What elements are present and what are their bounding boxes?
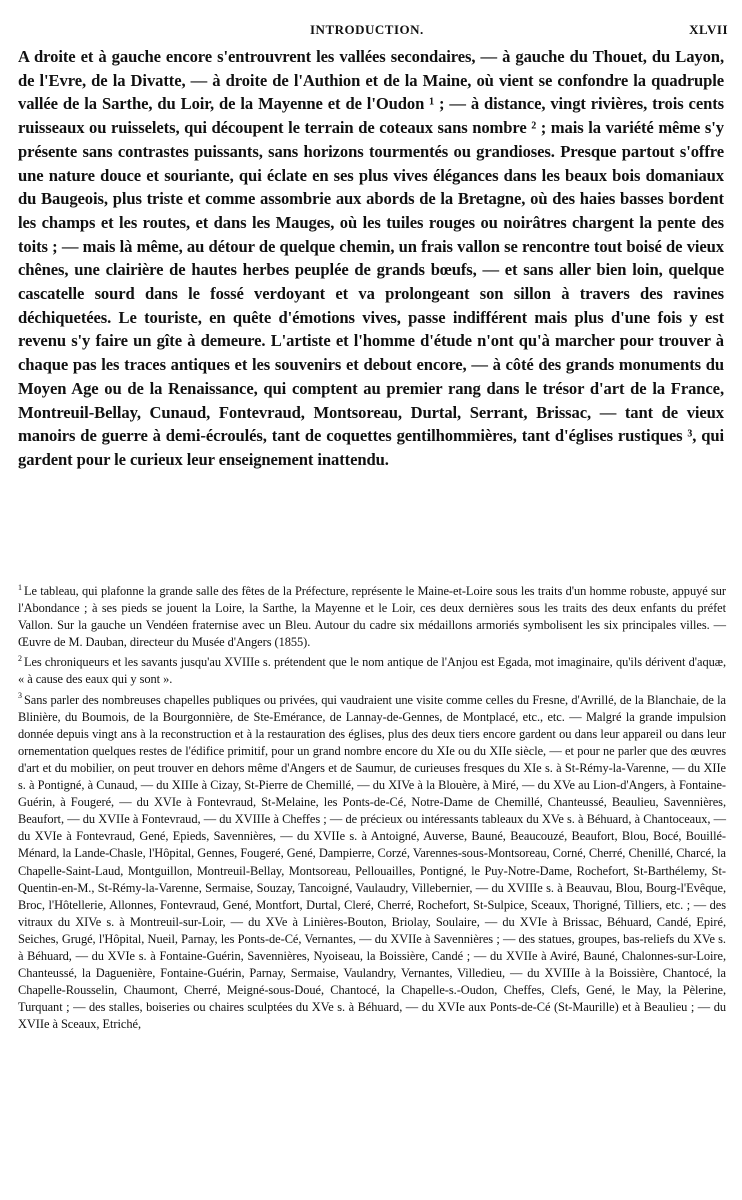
running-header bbox=[20, 22, 728, 38]
footnote-text: Sans parler des nombreuses chapelles publiques ou privées, qui vaudraient une visite comme celles du Fresne, d'Avrillé, de la Blanchaie, de la Blinière, du Boumois, de la Bourgonnière, de Ste-Emérance, de Lannay-de-Gennes, de Montplacé, etc., etc. — Malgré la grande impulsion donnée depuis vingt ans à la reconstruction et à la restauration des églises, plus des deux tiers encore gardent ou dans leur appareil ou dans leur ornementation quelques restes de l'édifice primitif, pour un grand nombre encore du XIe ou du XIIe siècle, — et pour ne parler que des œuvres d'art et du mobilier, on peut trouver en dehors même d'Angers et de Saumur, de curieuses fresques du XIe s. à St-Rémy-la-Varenne, — du XIIe s. à Pontigné, à Cunaud, — du XIIIe à Cizay, St-Pierre de Chemillé, — du XIVe à la Blouère, à Miré, — du XVe au Lion-d'Angers, à Fontaine-Guérin, à Fougeré, — du XVIe à Fontevraud, St-Melaine, les Ponts-de-Cé, Notre-Dame de Chemillé, Chanteussé, Beaulieu, Savennières, Beaufort, — du XVIIe à Fontevraud, — du XVIIIe à Cheffes ; — de précieux ou intéressants tableaux du XVe s. à Béhuard, à Chantoceaux, — du XVIe à Fontevraud, Gené, Epieds, Savennières, — du XVIIe s. à Antoigné, Auverse, Bauné, Beaucouzé, Beaufort, Blou, Bocé, Bouillé-Ménard, la Lande-Chasle, l'Hôpital, Gennes, Fougeré, Gené, Dampierre, Corzé, Varennes-sous-Montsoreau, Corné, Cherré, Chenillé, Charcé, la Chapelle-Saint-Laud, Montguillon, Montreuil-Bellay, Montsoreau, Pellouailles, Pontigné, le Puy-Notre-Dame, Rochefort, St-Barthélemy, St-Quentin-en-M., St-Rémy-la-Varenne, Sermaise, Souzay, Tancoigné, Vaulaudry, Villebernier, — du XVIIIe s. à Beauvau, Blou, Bourg-l'Evêque, Broc, l'Hôtellerie, Allonnes, Fontevraud, Gené, Montfort, Durtal, Cleré, Cherré, Rochefort, St-Sulpice, Sceaux, Thorigné, Tilliers, etc. ; — des vitraux du XIVe s. à Montreuil-sur-Loir, — du XVe à Linières-Bouton, Briolay, Soulaire, — du XVIe à Brissac, Béhuard, Candé, Epiré, Seiches, Grugé, l'Hôpital, Nueil, Parnay, les Ponts-de-Cé, Vernantes, — du XVIIe à Savennières ; — des statues, groupes, bas-reliefs du XVe s. à Béhuard, — du XVIe s. à Fontaine-Guérin, Savennières, Nyoiseau, la Boissière, Candé ; — du XVIIe à Aviré, Bauné, Chalonnes-sur-Loire, Chanteussé, la Daguenière, Fontaine-Guérin, Parnay, Sermaise, Vaulandry, Vernantes, Villedieu, — du XVIIIe à la Boissière, Chantocé, la Chapelle-Rousselin, Chaumont, Cherré, Meigné-sous-Doué, Chantocé, la Chapelle-s.-Oudon, Cheffes, Clefs, Gené, le May, la Pèlerine, Turquant ; — des stalles, boiseries ou chaires sculptées du XVe s. à Béhuard, — du XVIe aux Ponts-de-Cé (St-Maurille) et à Beaulieu ; — du XVIIe à Sceaux, Etriché, bbox=[18, 692, 726, 1032]
footnote-3 bbox=[18, 692, 726, 1034]
footnote-2 bbox=[18, 654, 726, 688]
footnote-text: Les chroniqueurs et les savants jusqu'au XVIIIe s. prétendent que le nom antique de l'Anjou est Egada, mot imaginaire, qu'ils dérivent d'aquæ, « à cause des eaux qui y sont ». bbox=[18, 655, 726, 687]
main-paragraph: A droite et à gauche encore s'entrouvrent les vallées secondaires, — à gauche du Thouet, du Layon, de l'Evre, de la Divatte, — à droite de l'Authion et de la Maine, où vient se confondre la quadruple vallée de la Sarthe, du Loir, de la Mayenne et de l'Oudon ¹ ; — à distance, vingt rivières, trois cents ruisseaux ou ruisselets, qui découpent le terrain de coteaux sans nombre ² ; mais la variété même s'y présente sans contrastes puissants, sans horizons tourmentés ou grandioses. Presque partout s'offre une nature douce et souriante, qui éclate en ses plus vives élégances dans les beaux bois domaniaux du Baugeois, plus triste et comme assombrie aux abords de la Bretagne, où des haies basses bordent les champs et les routes, et dans les Mauges, où les tuiles rouges ou noirâtres chargent la pente des toits ; — mais là même, au détour de quelque chemin, un frais vallon se rencontre tout boisé de vieux chênes, une clairière de hautes herbes peuplée de grands bœufs, — et sans aller bien loin, quelque cascatelle sourd dans le fossé verdoyant et va prolongeant son sillon à travers des ravines déchiquetées. Le touriste, en quête d'émotions vives, passe indifférent mais plus d'une fois y est revenu s'y faire un gîte à demeure. L'artiste et l'homme d'étude n'ont qu'à marcher pour trouver à chaque pas les traces antiques et les souvenirs et debout encore, — à côté des grands monuments du Moyen Age ou de la Renaissance, qui comptent au premier rang dans le trésor d'art de la France, Montreuil-Bellay, Cunaud, Fontevraud, Montsoreau, Durtal, Serrant, Brissac, — tant de vieux manoirs de guerre à demi-écroulés, tant de coquettes gentilhommières, tant d'églises rustiques ³, qui gardent pour le curieux leur enseignement inattendu. bbox=[18, 47, 724, 469]
footnote-number: 3 bbox=[18, 691, 22, 701]
page-number: XLVII bbox=[689, 22, 728, 37]
header-title: INTRODUCTION. bbox=[310, 22, 424, 37]
main-text bbox=[18, 45, 724, 472]
footnote-1 bbox=[18, 583, 726, 651]
footnote-number: 2 bbox=[18, 654, 22, 664]
footnotes bbox=[18, 583, 726, 1036]
footnote-number: 1 bbox=[18, 582, 22, 592]
footnote-text: Le tableau, qui plafonne la grande salle des fêtes de la Préfecture, représente le Maine-et-Loire sous les traits d'un homme robuste, appuyé sur l'Abondance ; à ses pieds se jouent la Loire, la Sarthe, la Mayenne et le Loir, ces deux dernières sous les traits des deux enfants du préfet Vallon. Sur la gauche un Vendéen fraternise avec un Bleu. Autour du cadre six médaillons armoriés symbolisent les six principales villes. — Œuvre de M. Dauban, directeur du Musée d'Angers (1855). bbox=[18, 584, 726, 650]
